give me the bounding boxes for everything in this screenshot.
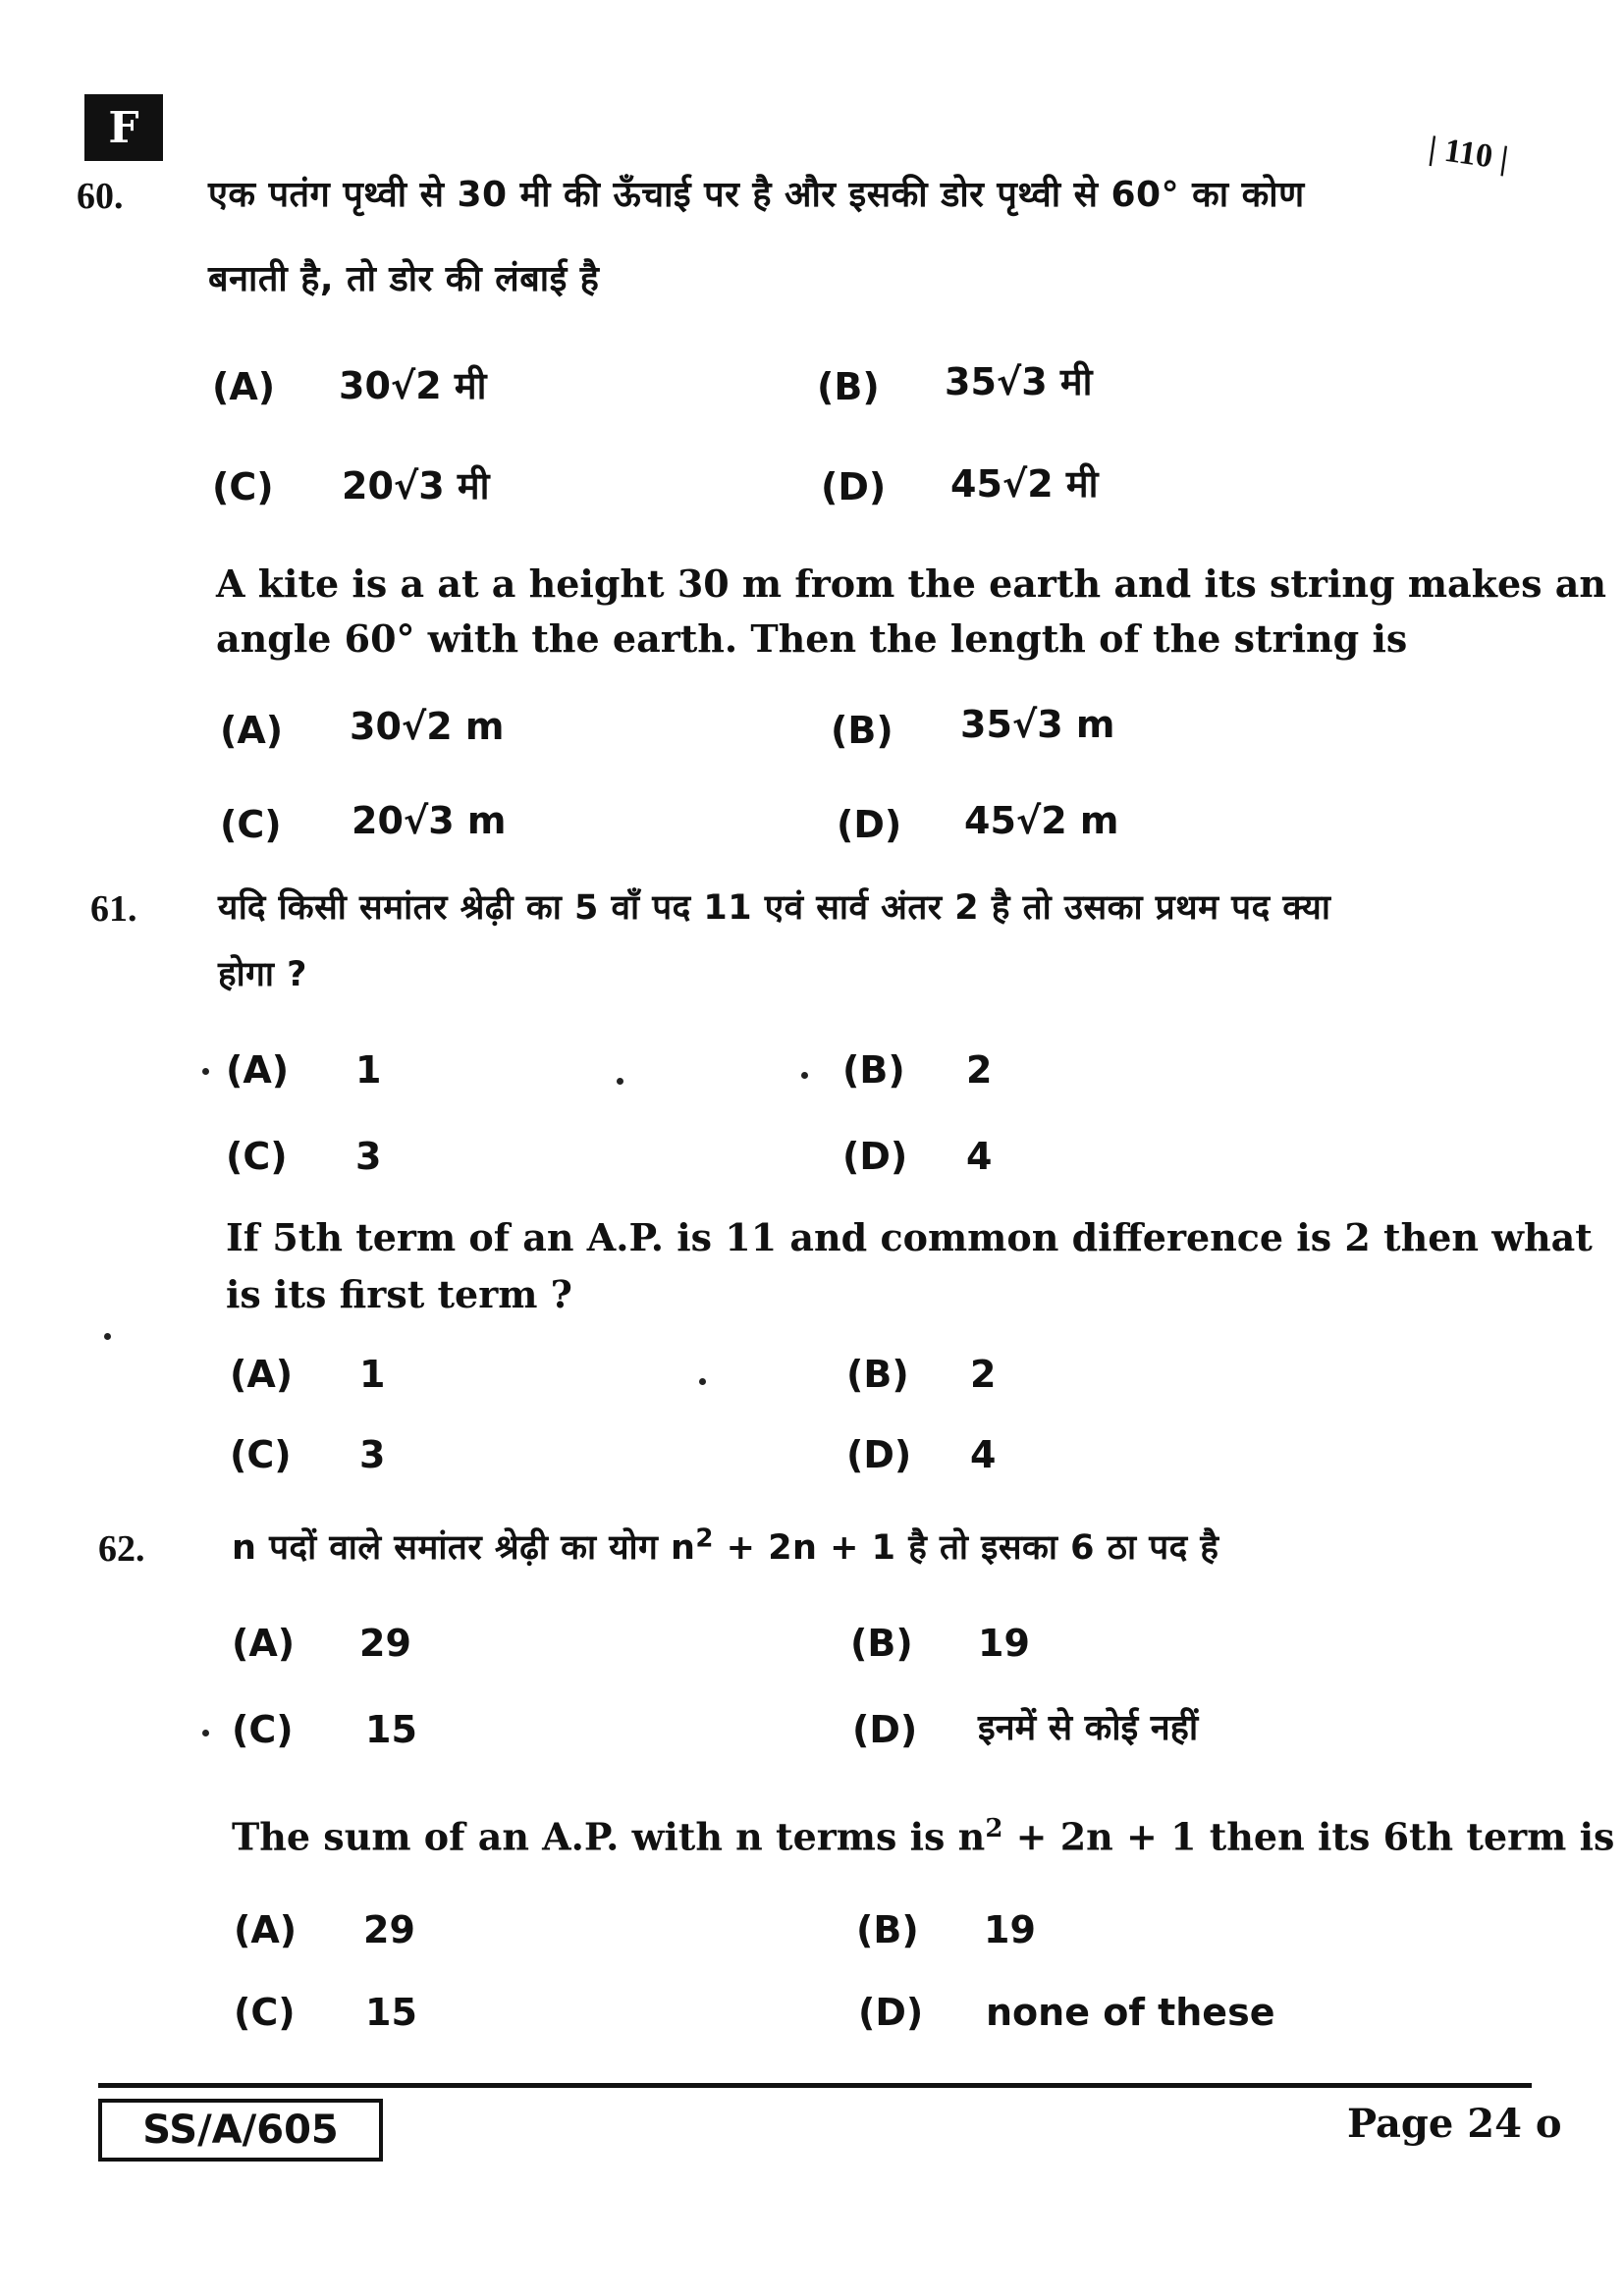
- footer-divider: [98, 2083, 1532, 2088]
- q60-hi-option-a-label: (A): [212, 365, 276, 408]
- q60-en-option-a-label: (A): [220, 709, 284, 752]
- q61-hi-option-d-value: 4: [966, 1135, 993, 1178]
- q62-english-pre: The sum of an A.P. with n terms is n: [232, 1814, 986, 1859]
- q61-hindi-line1: यदि किसी समांतर श्रेढ़ी का 5 वाँ पद 11 एवं सार्व अंतर 2 है तो उसका प्रथम पद क्या: [218, 888, 1331, 928]
- q62-english-line1: [232, 1814, 1614, 1859]
- q62-hi-option-b-value: 19: [978, 1622, 1030, 1665]
- q62-hi-option-c-value: 15: [365, 1708, 417, 1751]
- q62-hindi-post: + 2n + 1 है तो इसका 6 ठा पद है: [714, 1528, 1219, 1568]
- q62-hi-option-d-label: (D): [852, 1708, 918, 1751]
- q60-english-line1: A kite is a at a height 30 m from the earth and its string makes an: [216, 561, 1607, 606]
- q62-en-option-a-label: (A): [234, 1908, 298, 1951]
- q60-hi-option-d-label: (D): [821, 465, 887, 508]
- q60-en-option-c-label: (C): [220, 803, 282, 846]
- question-number-60: 60.: [77, 176, 124, 217]
- q60-hindi-line1: एक पतंग पृथ्वी से 30 मी की ऊँचाई पर है और इसकी डोर पृथ्वी से 60° का कोण: [208, 175, 1305, 215]
- q61-hi-option-d-label: (D): [842, 1135, 908, 1178]
- q61-english-line2: is its first term ?: [226, 1272, 572, 1316]
- q60-en-option-d-label: (D): [837, 803, 902, 846]
- q61-en-option-c-label: (C): [230, 1433, 292, 1476]
- q62-hindi-sup: 2: [695, 1523, 714, 1554]
- q61-en-option-c-value: 3: [359, 1433, 386, 1476]
- q61-hi-option-b-value: 2: [966, 1048, 993, 1092]
- q60-hindi-line2: बनाती है, तो डोर की लंबाई है: [208, 259, 600, 299]
- q61-en-option-a-value: 1: [359, 1353, 386, 1396]
- q62-en-option-b-label: (B): [856, 1908, 919, 1951]
- q62-en-option-c-value: 15: [365, 1991, 417, 2034]
- q62-en-option-d-value: none of these: [986, 1991, 1275, 2034]
- q62-hi-option-b-label: (B): [850, 1622, 913, 1665]
- q61-hi-option-c-label: (C): [226, 1135, 288, 1178]
- q61-en-option-d-value: 4: [970, 1433, 997, 1476]
- paper-code: SS/A/605: [98, 2099, 383, 2162]
- q61-en-option-d-label: (D): [846, 1433, 912, 1476]
- q60-en-option-c-value: 20√3 m: [352, 799, 507, 842]
- q62-en-option-a-value: 29: [363, 1908, 415, 1951]
- q60-english-line2: angle 60° with the earth. Then the length of the string is: [216, 616, 1408, 661]
- q60-hi-option-a-value: 30√2 मी: [339, 364, 487, 407]
- q60-hi-option-d-value: 45√2 मी: [950, 462, 1099, 506]
- q62-hi-option-a-label: (A): [232, 1622, 296, 1665]
- question-number-61: 61.: [90, 888, 137, 930]
- q60-hi-option-c-value: 20√3 मी: [342, 464, 490, 507]
- q61-english-line1: If 5th term of an A.P. is 11 and common difference is 2 then what: [226, 1215, 1593, 1259]
- q62-hi-option-d-value: इनमें से कोई नहीं: [978, 1708, 1199, 1748]
- q60-en-option-d-value: 45√2 m: [964, 799, 1119, 842]
- question-number-62: 62.: [98, 1528, 145, 1570]
- page-number: Page 24 o: [1347, 2101, 1562, 2147]
- q61-hi-option-b-label: (B): [842, 1048, 905, 1092]
- q61-en-option-b-value: 2: [970, 1353, 997, 1396]
- q62-hindi-line1: [232, 1523, 1219, 1570]
- q61-en-option-b-label: (B): [846, 1353, 909, 1396]
- q62-hi-option-c-label: (C): [232, 1708, 294, 1751]
- q61-hindi-line2: होगा ?: [218, 955, 307, 994]
- q61-hi-option-c-value: 3: [355, 1135, 382, 1178]
- q60-hi-option-c-label: (C): [212, 465, 274, 508]
- q61-hi-option-a-value: 1: [355, 1048, 382, 1092]
- q60-en-option-a-value: 30√2 m: [350, 705, 505, 748]
- q62-hi-option-a-value: 29: [359, 1622, 411, 1665]
- q62-en-option-d-label: (D): [858, 1991, 924, 2034]
- q60-en-option-b-value: 35√3 m: [960, 703, 1115, 746]
- margin-mark: | 110 |: [1426, 130, 1511, 178]
- q62-en-option-b-value: 19: [984, 1908, 1036, 1951]
- q60-en-option-b-label: (B): [831, 709, 893, 752]
- q62-english-post: + 2n + 1 then its 6th term is: [1002, 1814, 1615, 1859]
- q61-en-option-a-label: (A): [230, 1353, 294, 1396]
- q60-hi-option-b-value: 35√3 मी: [945, 360, 1093, 403]
- q62-english-sup: 2: [985, 1814, 1003, 1843]
- q60-hi-option-b-label: (B): [817, 365, 880, 408]
- q62-en-option-c-label: (C): [234, 1991, 296, 2034]
- set-badge: F: [84, 94, 163, 161]
- q61-hi-option-a-label: (A): [226, 1048, 290, 1092]
- q62-hindi-pre: n पदों वाले समांतर श्रेढ़ी का योग n: [232, 1528, 696, 1568]
